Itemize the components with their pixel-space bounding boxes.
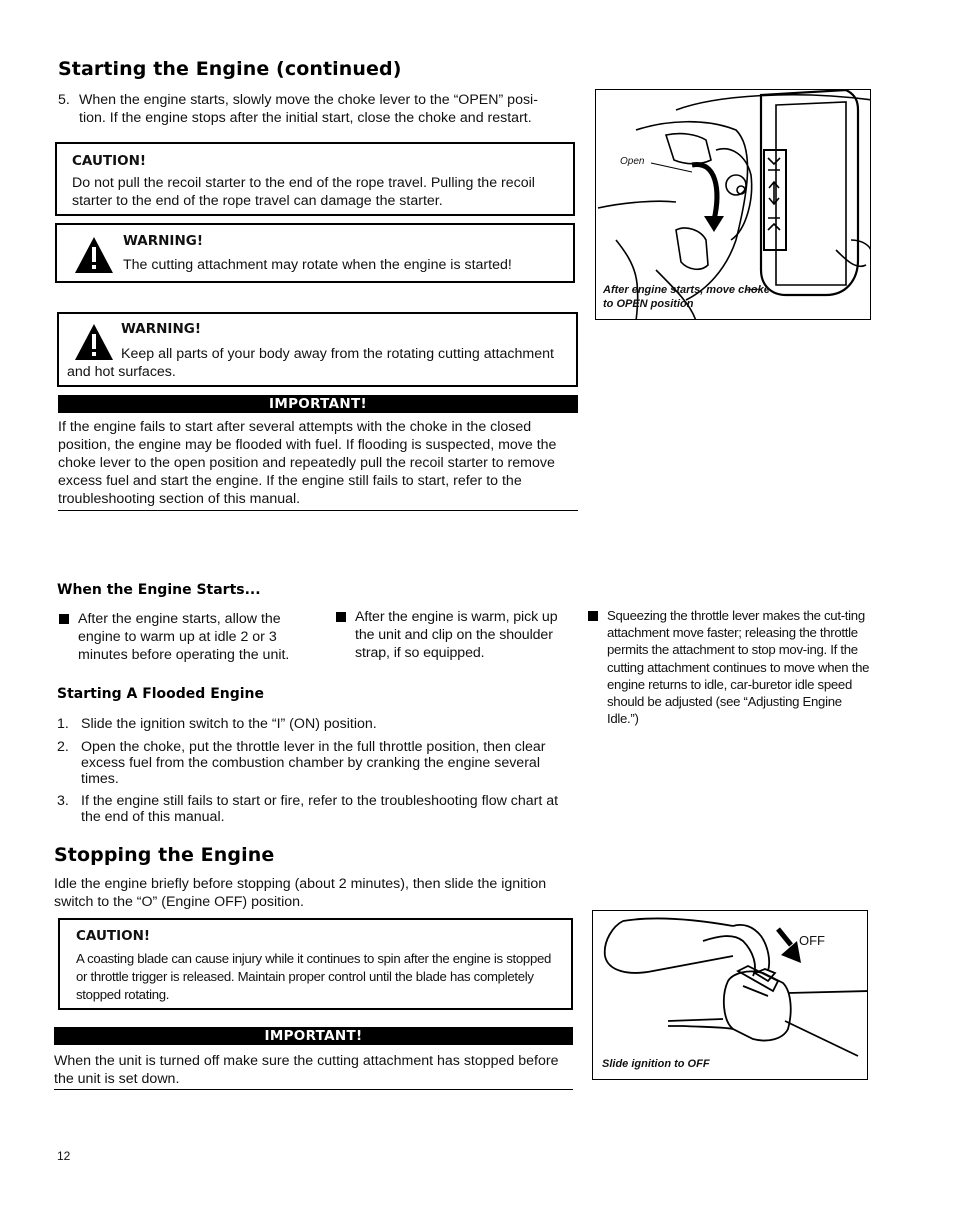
step-text: Open the choke, put the throttle lever in the full throttle position, then clear excess fuel from the combustion chamber by cranking the engine several times. xyxy=(81,739,546,787)
flooded-step-3 xyxy=(57,793,577,827)
warning-box-2 xyxy=(57,312,578,387)
section-title-starting: Starting the Engine (continued) xyxy=(58,58,402,80)
step-number: 3. xyxy=(57,793,69,809)
important-text: When the unit is turned off make sure the cutting attachment has stopped before the unit is set down. xyxy=(54,1053,559,1087)
bullet-item xyxy=(336,608,576,664)
important-bar: IMPORTANT! xyxy=(54,1027,573,1045)
divider-rule xyxy=(58,510,578,511)
caution-text: Do not pull the recoil starter to the end of the rope travel. Pulling the recoil starter to the end of the rope travel can damage the starter. xyxy=(72,175,535,209)
bullet-item xyxy=(59,610,309,666)
caution-label: CAUTION! xyxy=(72,153,147,169)
choke-figure xyxy=(595,89,871,320)
warning-label: WARNING! xyxy=(123,233,203,249)
square-bullet-icon xyxy=(59,614,69,624)
flooded-step-2 xyxy=(57,739,577,789)
bullet-text: Squeezing the throttle lever makes the cut-ting attachment move faster; releasing the throttle permits the attachment to stop mov-ing. If the cutting attachment continues to move when the engine returns to idle, car-buretor idle speed should be adjusted (see “Adjusting Engine Idle.”) xyxy=(607,608,870,727)
bullet-item xyxy=(588,607,878,732)
warning-box-1 xyxy=(55,223,575,283)
figure-caption: After engine starts, move choke to OPEN position xyxy=(603,284,770,310)
when-engine-starts-heading: When the Engine Starts... xyxy=(57,582,261,598)
step-text: When the engine starts, slowly move the choke lever to the “OPEN” posi-tion. If the engine stops after the initial start, close the choke and restart. xyxy=(79,92,538,126)
step-number: 2. xyxy=(57,739,69,755)
square-bullet-icon xyxy=(588,611,598,621)
caution-box xyxy=(58,918,573,1010)
caution-text: A coasting blade can cause injury while it continues to spin after the engine is stopped or throttle trigger is released. Maintain proper control until the blade has completely stopped rotating. xyxy=(76,951,552,1002)
step-text: If the engine still fails to start or fire, refer to the troubleshooting flow chart at the end of this manual. xyxy=(81,793,559,825)
caution-box xyxy=(55,142,575,216)
bullet-text: After the engine is warm, pick up the unit and clip on the shoulder strap, if so equipped. xyxy=(355,609,558,661)
square-bullet-icon xyxy=(336,612,346,622)
divider-rule xyxy=(54,1089,573,1090)
page-number: 12 xyxy=(57,1149,71,1163)
flooded-engine-heading: Starting A Flooded Engine xyxy=(57,686,265,702)
caution-label: CAUTION! xyxy=(76,928,151,944)
stopping-intro: Idle the engine briefly before stopping (about 2 minutes), then slide the ignition switch to the “O” (Engine OFF) position. xyxy=(54,876,547,910)
warning-triangle-icon xyxy=(73,235,115,275)
warning-text: The cutting attachment may rotate when the engine is started! xyxy=(123,257,512,273)
step-number: 5. xyxy=(58,92,70,108)
off-label: OFF xyxy=(799,933,825,948)
section-title-stopping: Stopping the Engine xyxy=(54,844,275,866)
warning-text: Keep all parts of your body away from the rotating cutting attachment and hot surfaces. xyxy=(67,346,554,380)
figure-caption: Slide ignition to OFF xyxy=(602,1058,710,1070)
bullet-text: After the engine starts, allow the engine to warm up at idle 2 or 3 minutes before operating the unit. xyxy=(78,611,290,663)
important-text: If the engine fails to start after several attempts with the choke in the closed position, the engine may be flooded with fuel. If flooding is suspected, move the choke lever to the open position and repeatedly pull the recoil starter to remove excess fuel and start the engine. If the engine still fails to start, refer to the troubleshooting section of this manual. xyxy=(58,419,557,507)
ignition-illustration xyxy=(593,911,868,1080)
ignition-figure xyxy=(592,910,868,1080)
warning-label: WARNING! xyxy=(121,321,201,337)
step-number: 1. xyxy=(57,716,69,732)
important-bar: IMPORTANT! xyxy=(58,395,578,413)
open-label: Open xyxy=(620,156,645,167)
step-text: Slide the ignition switch to the “I” (ON) position. xyxy=(81,716,377,732)
flooded-step-1 xyxy=(57,716,577,734)
